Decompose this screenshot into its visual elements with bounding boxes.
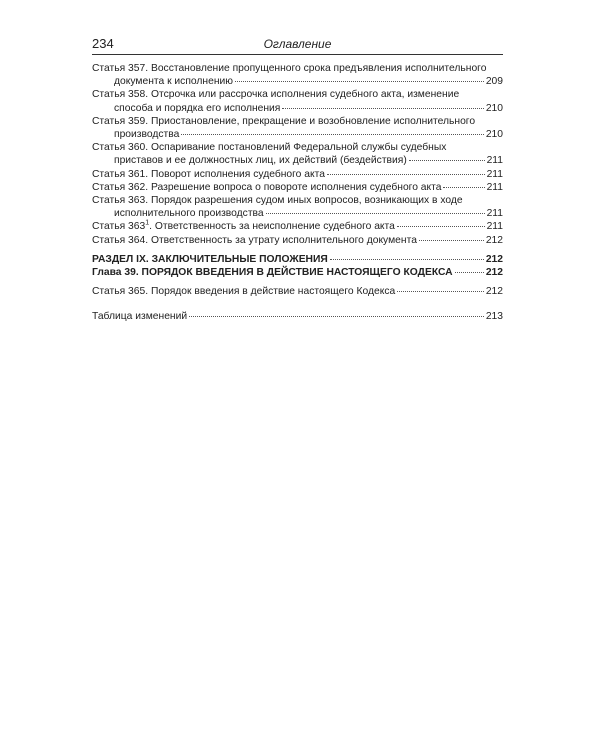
dot-leader [419,240,484,241]
toc-entry-362[interactable] [92,181,503,194]
toc-page-number: 210 [485,102,503,114]
toc-entry-title-cont: приставов и ее должностных лиц, их действий (бездействия) [114,155,407,167]
toc-page-number: 212 [485,234,503,246]
toc-entry-title: Статья 360. Оспаривание постановлений Федеральной службы судебных [92,142,447,154]
toc-page-number: 212 [485,267,503,279]
page-number: 234 [92,36,114,51]
toc-page-number: 209 [485,76,503,88]
toc-entry-title: Статья 362. Разрешение вопроса о повороте исполнения судебного акта [92,181,442,193]
toc-entry-title-cont: производства [114,129,180,141]
toc-entry-title: Статья 364. Ответственность за утрату исполнительного документа [92,234,417,246]
dot-leader [455,272,484,273]
toc-entry-title: Статья 357. Восстановление пропущенного срока предъявления исполнительного [92,63,487,74]
dot-leader [181,134,484,135]
toc-entry-365[interactable] [92,285,503,298]
toc-section-ix[interactable] [92,253,503,266]
toc-page-number: 213 [485,311,503,323]
toc-entry-358[interactable] [92,88,503,114]
toc-page-number: 212 [485,286,503,298]
toc-entry-title: Статья 361. Поворот исполнения судебного акта [92,168,325,180]
toc-page-number: 211 [486,168,503,180]
dot-leader [327,174,485,175]
toc-entry-title-cont: способа и порядка его исполнения [114,102,281,114]
toc-entry-363[interactable] [92,194,503,220]
dot-leader [409,160,485,161]
running-title: Оглавление [263,37,332,51]
changes-table-title: Таблица изменений [92,311,188,323]
toc-entry-title: Статья 363. Порядок разрешения судом иных вопросов, возникающих в ходе [92,195,463,207]
table-of-contents [92,62,503,324]
toc-page-number: 211 [486,155,503,167]
toc-entry-361[interactable] [92,168,503,181]
dot-leader [189,316,484,317]
dot-leader [282,108,483,109]
toc-entry-title: Статья 358. Отсрочка или рассрочка исполнения судебного акта, изменение [92,89,460,101]
toc-entry-title-cont: документа к исполнению [114,76,233,88]
toc-entry-title: Статья 365. Порядок введения в действие настоящего Кодекса [92,286,396,298]
toc-entry-title-pre: Статья 363 [92,221,146,233]
toc-entry-title-post: . Ответственность за неисполнение судебного акта [149,221,395,233]
dot-leader [266,213,485,214]
toc-entry-357[interactable] [92,62,503,88]
toc-entry-364[interactable] [92,234,503,247]
toc-chapter-39[interactable] [92,266,503,279]
dot-leader [397,291,484,292]
dot-leader [235,81,484,82]
chapter-title: Глава 39. ПОРЯДОК ВВЕДЕНИЯ В ДЕЙСТВИЕ НАСТОЯЩЕГО КОДЕКСА [92,267,453,279]
toc-page-number: 211 [486,221,503,233]
dot-leader [443,187,484,188]
toc-page-number: 210 [485,129,503,141]
toc-page-number: 212 [485,253,503,265]
toc-entry-360[interactable] [92,141,503,167]
toc-page-number: 211 [486,208,503,220]
page-header [92,36,503,55]
dot-leader [397,226,485,227]
toc-page-number: 211 [486,181,503,193]
dot-leader [330,259,484,260]
toc-entry-359[interactable] [92,115,503,141]
section-title: РАЗДЕЛ IX. ЗАКЛЮЧИТЕЛЬНЫЕ ПОЛОЖЕНИЯ [92,253,328,265]
superscript-index: 1 [145,220,150,228]
toc-entry-363-1[interactable] [92,220,503,233]
toc-changes-table[interactable] [92,310,503,323]
toc-entry-title: Статья 359. Приостановление, прекращение и возобновление исполнительного [92,115,476,127]
toc-entry-title [92,220,395,233]
toc-entry-title-cont: исполнительного производства [114,208,264,220]
